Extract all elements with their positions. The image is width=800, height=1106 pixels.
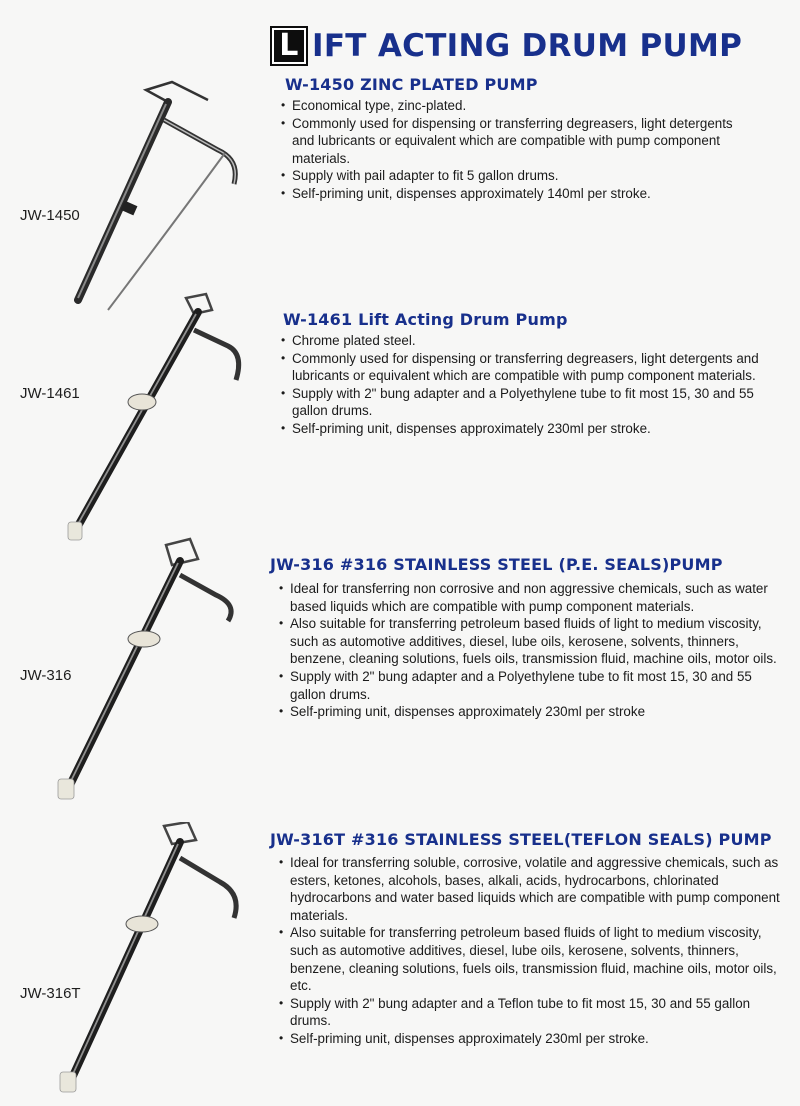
feature-item: • Self-priming unit, dispenses approximately 140ml per stroke. xyxy=(281,185,751,203)
title-initial-box: L xyxy=(270,26,308,66)
product-title: JW-316T #316 STAINLESS STEEL(TEFLON SEALS) PUMP xyxy=(270,830,772,849)
feature-item: • Also suitable for transferring petroleum based fluids of light to medium viscosity, such as automotive additives, diesel, lube oils, kerosene, solvents, thinners, benzene, cleaning solutions, fuels oils, transmission fluid, machine oils, motor oils. xyxy=(279,615,789,668)
feature-item: • Economical type, zinc-plated. xyxy=(281,97,751,115)
zinc-pump-image xyxy=(60,78,260,318)
teflon-pump-image xyxy=(50,822,260,1094)
feature-item: • Also suitable for transferring petroleum based fluids of light to medium viscosity, such as automotive additives, diesel, lube oils, kerosene, solvents, thinners, benzene, cleaning solutions, fuels oils, transmission fluid, machine oils, motor oils, etc. xyxy=(279,924,791,994)
feature-list xyxy=(279,854,791,1048)
feature-item: • Self-priming unit, dispenses approximately 230ml per stroke. xyxy=(279,1030,791,1048)
feature-list xyxy=(279,580,789,721)
model-code: JW-316T xyxy=(20,985,81,1002)
feature-item: • Commonly used for dispensing or transferring degreasers, light detergents and lubricants or equivalent which are compatible with pump component materials. xyxy=(281,115,751,168)
feature-item: • Self-priming unit, dispenses approximately 230ml per stroke xyxy=(279,703,789,721)
model-code: JW-1461 xyxy=(20,385,80,402)
feature-list xyxy=(281,97,751,203)
product-title: W-1461 Lift Acting Drum Pump xyxy=(283,310,568,329)
model-code: JW-1450 xyxy=(20,207,80,224)
feature-item: • Supply with 2" bung adapter and a Teflon tube to fit most 15, 30 and 55 gallon drums. xyxy=(279,995,791,1030)
feature-item: • Ideal for transferring soluble, corrosive, volatile and aggressive chemicals, such as esters, ketones, alcohols, bases, alkali, acids, hydrocarbons, chlorinated hydrocarbons and water based liquids which are compatible with pump component materials. xyxy=(279,854,791,924)
feature-item: • Supply with pail adapter to fit 5 gallon drums. xyxy=(281,167,751,185)
feature-item: • Ideal for transferring non corrosive and non aggressive chemicals, such as water based liquids which are compatible with pump component materials. xyxy=(279,580,789,615)
title-text: IFT ACTING DRUM PUMP xyxy=(312,28,743,64)
feature-item: • Supply with 2" bung adapter and a Polyethylene tube to fit most 15, 30 and 55 gallon drums. xyxy=(279,668,789,703)
page-title xyxy=(270,26,742,66)
feature-item: • Chrome plated steel. xyxy=(281,332,771,350)
model-code: JW-316 xyxy=(20,667,72,684)
stainless-pump-image xyxy=(40,535,260,805)
feature-item: • Supply with 2" bung adapter and a Polyethylene tube to fit most 15, 30 and 55 gallon drums. xyxy=(281,385,771,420)
product-title: W-1450 ZINC PLATED PUMP xyxy=(285,75,538,94)
feature-item: • Self-priming unit, dispenses approximately 230ml per stroke. xyxy=(281,420,771,438)
feature-item: • Commonly used for dispensing or transferring degreasers, light detergents and lubricants or equivalent which are compatible with pump component materials. xyxy=(281,350,771,385)
product-title: JW-316 #316 STAINLESS STEEL (P.E. SEALS)PUMP xyxy=(270,555,723,574)
feature-list xyxy=(281,332,771,438)
chrome-pump-image xyxy=(60,290,260,550)
